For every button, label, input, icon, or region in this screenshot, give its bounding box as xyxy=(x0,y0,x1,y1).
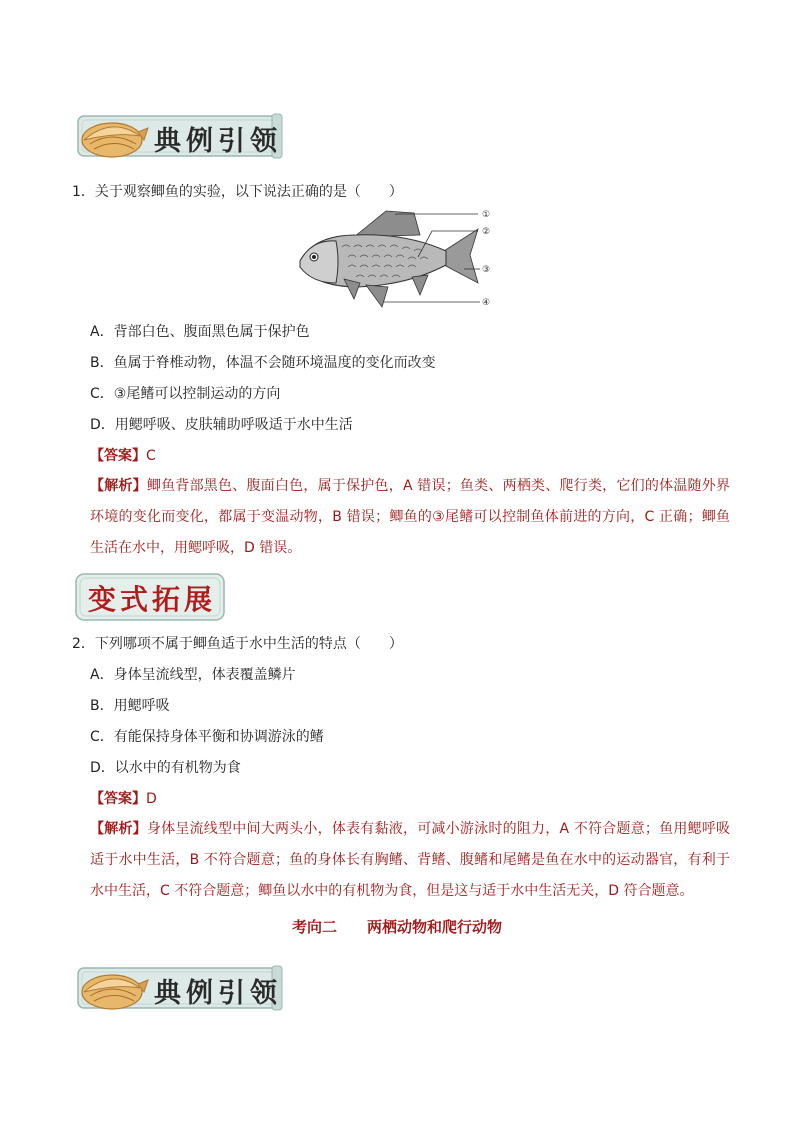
crucian-carp-figure xyxy=(296,205,502,313)
q2-option-a: A．身体呈流线型，体表覆盖鳞片 xyxy=(90,667,296,683)
q1-option-c: C．③尾鳍可以控制运动的方向 xyxy=(90,386,281,402)
figure-label-1: ① xyxy=(482,210,491,220)
question-2-stem: 2．下列哪项不属于鲫鱼适于水中生活的特点（ ） xyxy=(72,636,403,652)
answer-tag: 【答案】 xyxy=(90,448,146,464)
analysis-tag: 【解析】 xyxy=(90,821,147,837)
answer-tag: 【答案】 xyxy=(90,791,146,807)
answer-value: C xyxy=(146,448,156,464)
q2-answer xyxy=(90,788,157,808)
q2-option-d: D．以水中的有机物为食 xyxy=(90,760,241,776)
figure-label-4: ④ xyxy=(482,298,491,308)
question-1-stem: 1．关于观察鲫鱼的实验，以下说法正确的是（ ） xyxy=(72,184,403,200)
q1-analysis xyxy=(90,471,730,564)
banner-title: 典例引领 xyxy=(154,978,282,1009)
q1-option-a: A．背部白色、腹面黑色属于保护色 xyxy=(90,324,310,340)
q1-option-b: B．鱼属于脊椎动物，体温不会随环境温度的变化而改变 xyxy=(90,355,436,371)
q2-analysis xyxy=(90,814,730,907)
answer-value: D xyxy=(146,791,157,807)
banner-title: 变式拓展 xyxy=(88,583,217,616)
banner-title: 典例引领 xyxy=(154,126,282,157)
example-banner xyxy=(72,110,284,162)
q1-option-d: D．用鳃呼吸、皮肤辅助呼吸适于水中生活 xyxy=(90,417,353,433)
analysis-text: 鲫鱼背部黑色、腹面白色，属于保护色，A 错误；鱼类、两栖类、爬行类，它们的体温随外界环境的变化而变化，都属于变温动物，B 错误；鲫鱼的③尾鳍可以控制鱼体前进的方向，C 正确；鲫鱼生活在水中，用鳃呼吸，D 错误。 xyxy=(90,478,730,556)
variant-banner xyxy=(72,570,228,624)
q2-option-b: B．用鳃呼吸 xyxy=(90,698,170,714)
example-banner xyxy=(72,962,284,1014)
q1-answer xyxy=(90,445,156,465)
figure-label-3: ③ xyxy=(482,265,491,275)
analysis-text: 身体呈流线型中间大两头小，体表有黏液，可减小游泳时的阻力，A 不符合题意；鱼用鳃呼吸适于水中生活，B 不符合题意；鱼的身体长有胸鳍、背鳍、腹鳍和尾鳍是鱼在水中的运动器官，有利于水中生活，C 不符合题意；鲫鱼以水中的有机物为食，但是这与适于水中生活无关，D 符合题意。 xyxy=(90,821,730,899)
section-title: 考向二 两栖动物和爬行动物 xyxy=(291,918,502,936)
q2-option-c: C．有能保持身体平衡和协调游泳的鳍 xyxy=(90,729,324,745)
figure-label-2: ② xyxy=(482,227,491,237)
analysis-tag: 【解析】 xyxy=(90,478,147,494)
